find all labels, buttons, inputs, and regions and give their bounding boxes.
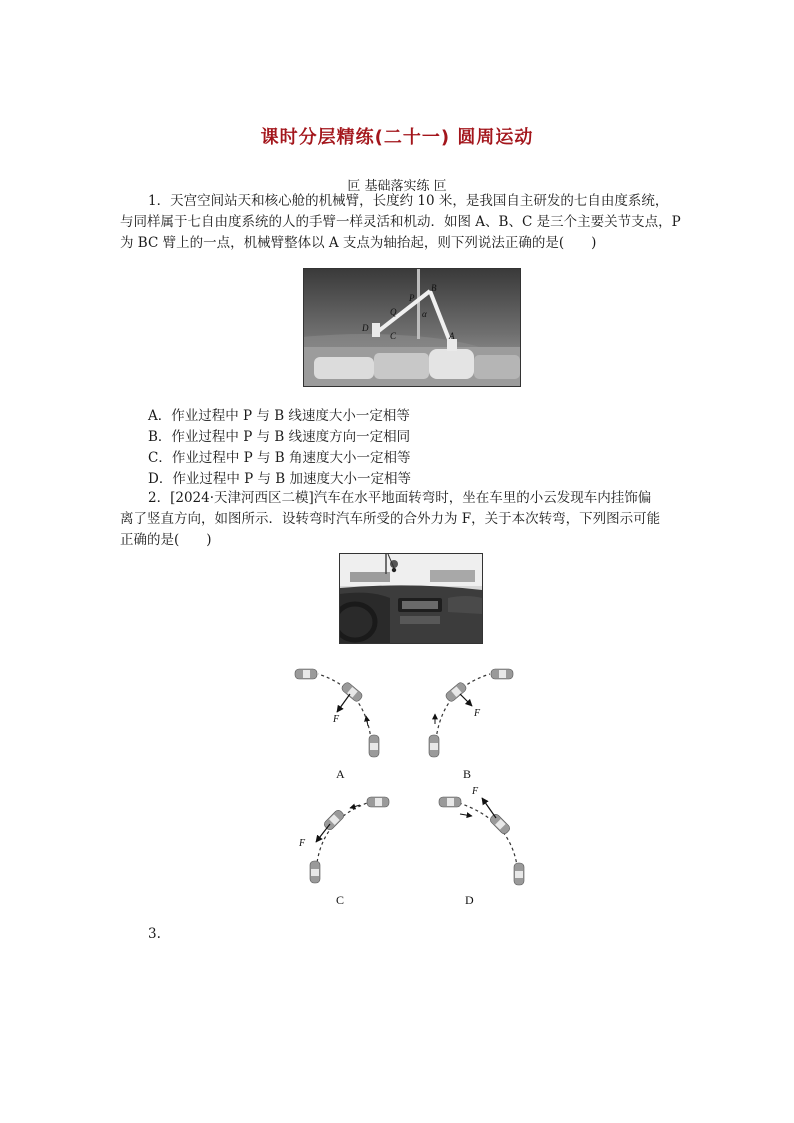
q2-line-1: 2．[2024·天津河西区二模]汽车在水平地面转弯时，坐在车里的小云发现车内挂饰偏 — [148, 490, 652, 506]
turning-diagrams — [290, 660, 530, 910]
q3-number: 3. — [148, 926, 161, 942]
caption-c: C — [336, 893, 345, 907]
force-label-c: F — [299, 838, 306, 849]
label-D: D — [362, 323, 369, 333]
label-Q: Q — [390, 307, 397, 317]
caption-a: A — [336, 767, 345, 781]
q1-line-3: 为 BC 臂上的一点，机械臂整体以 A 支点为轴抬起，则下列说法正确的是( ) — [120, 235, 597, 251]
car-interior-illustration — [340, 554, 482, 643]
label-B: B — [431, 283, 437, 293]
q2-line-2: 离了竖直方向，如图所示．设转弯时汽车所受的合外力为 F，关于本次转弯，下列图示可能 — [120, 511, 661, 527]
label-C: C — [390, 331, 397, 341]
robotic-arm-illustration — [304, 269, 520, 386]
diagram-c — [298, 797, 389, 907]
q1-option-d: D．作业过程中 P 与 B 加速度大小一定相等 — [148, 471, 411, 487]
caption-d: D — [465, 893, 474, 907]
q1-option-a: A．作业过程中 P 与 B 线速度大小一定相等 — [148, 408, 410, 424]
q1-line-2: 与同样属于七自由度系统的人的手臂一样灵活和机动．如图 A、B、C 是三个主要关节支点，P — [120, 214, 681, 230]
diagram-a — [295, 669, 379, 781]
label-alpha: α — [422, 309, 427, 319]
robotic-arm-photo — [303, 268, 521, 387]
car-interior-photo — [339, 553, 483, 644]
force-label-a: F — [333, 714, 340, 725]
force-label-b: F — [474, 708, 481, 719]
page-title: 课时分层精练(二十一) 圆周运动 — [260, 127, 534, 148]
q1-option-b: B．作业过程中 P 与 B 线速度方向一定相同 — [148, 429, 411, 445]
label-P: P — [409, 293, 415, 303]
label-A: A — [449, 331, 455, 341]
force-label-d: F — [472, 786, 479, 797]
q2-line-3: 正确的是( ) — [120, 532, 212, 548]
caption-b: B — [463, 767, 472, 781]
diagram-d — [439, 786, 524, 907]
section-heading: 叵 基础落实练 叵 — [347, 179, 447, 194]
diagram-b — [429, 669, 513, 781]
q1-line-1: 1．天宫空间站天和核心舱的机械臂，长度约 10 米，是我国自主研发的七自由度系统， — [148, 193, 669, 209]
q1-option-c: C．作业过程中 P 与 B 角速度大小一定相等 — [148, 450, 411, 466]
